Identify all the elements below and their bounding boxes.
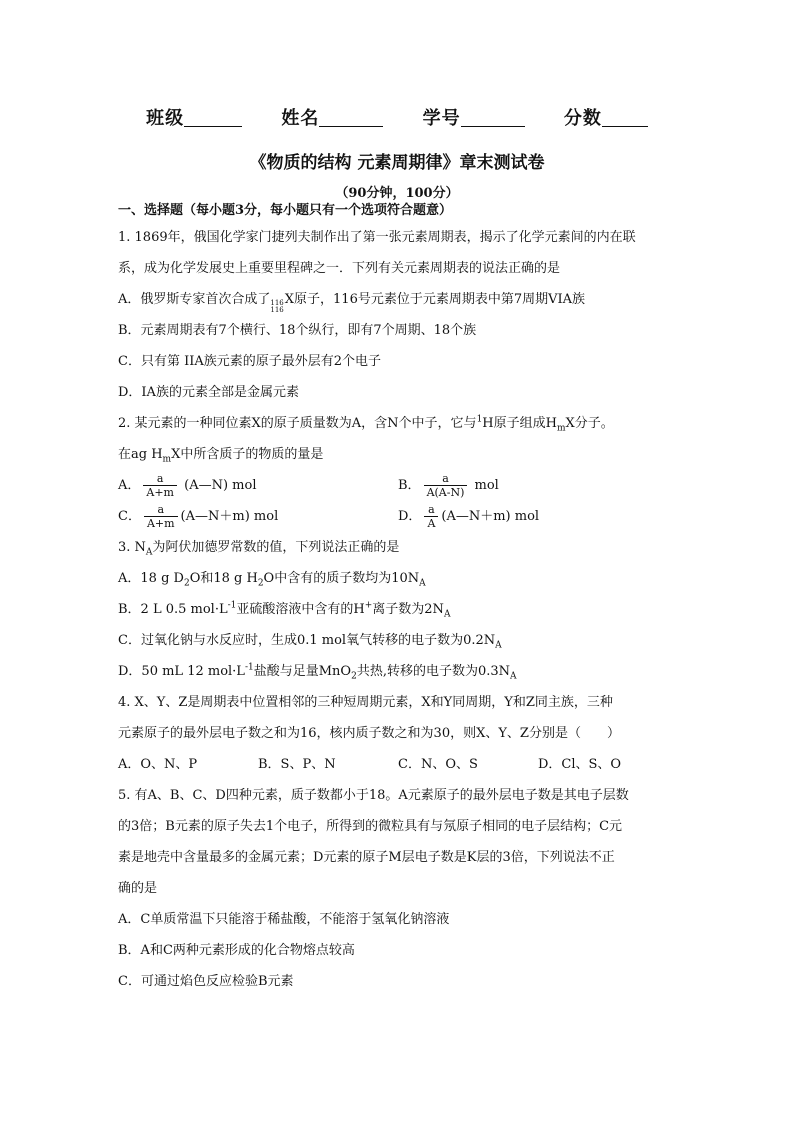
class-field: 班级 <box>146 104 242 130</box>
q1-option-c: C．只有第 IIA族元素的原子最外层有2个电子 <box>118 354 382 369</box>
q2-stem-line2: 在ag $H_mX$中所含质子的物质的量是 <box>118 447 324 465</box>
score-field: 分数 <box>564 104 648 130</box>
student-id-field: 学号 <box>423 104 525 130</box>
question-5 <box>118 780 678 997</box>
q5-option-c: C．可通过焰色反应检验B元素 <box>118 974 294 989</box>
name-field: 姓名 <box>281 104 383 130</box>
q4-option-a: A．O、N、P <box>118 757 198 772</box>
q3-option-d: D．50 mL 12 $mol\cdot L^{-1}$盐酸与足量MnO$_2$共热,转移的电子数为$0.3N_A$ <box>118 662 517 682</box>
score-blank[interactable] <box>602 108 648 127</box>
q4-stem-line2: 元素原子的最外层电子数之和为16，核内质子数之和为30，则X、Y、Z分别是（ ） <box>118 726 620 741</box>
name-blank[interactable] <box>319 108 383 127</box>
question-1 <box>118 222 678 408</box>
fraction: $\frac{a}{A+m}$ <box>143 472 177 499</box>
student-info-header <box>0 104 794 130</box>
fraction: $\frac{a}{A}$ <box>424 503 438 530</box>
q1-option-b: B．元素周期表有7个横行、18个纵行，即有7个周期、18个族 <box>118 323 477 338</box>
question-4 <box>118 687 678 780</box>
q5-stem-line4: 确的是 <box>118 881 158 896</box>
exam-title: 《物质的结构 元素周期律》章末测试卷 <box>249 153 545 173</box>
nuclide-notation: 116 116 <box>270 299 284 314</box>
q5-option-a: A．C单质常温下只能溶于稀盐酸，不能溶于氢氧化钠溶液 <box>118 912 450 927</box>
fraction: $\frac{a}{A(A-N)}$ <box>424 472 468 499</box>
section-heading-choice: 一、选择题（每小题3分，每小题只有一个选项符合题意） <box>118 203 453 218</box>
exam-content <box>118 200 678 997</box>
q5-stem-line3: 素是地壳中含量最多的金属元素；D元素的原子M层电子数是K层的3倍，下列说法不正 <box>118 850 615 865</box>
q4-options <box>118 749 678 780</box>
exam-subtitle: （90分钟，100分） <box>335 186 459 201</box>
q2-option-b: B． $\frac{a}{A(A-N)}$ mol <box>398 472 499 499</box>
q2-stem-line1: 2. 某元素的一种同位素X的原子质量数为A，含N个中子，它与$^1$H原子组成$H_mX$分子。 <box>118 414 614 434</box>
q2-option-d: D． $\frac{a}{A}$ (A—N＋m) mol <box>398 503 540 530</box>
class-blank[interactable] <box>184 108 242 127</box>
q5-stem-line2: 的3倍；B元素的原子失去1个电子，所得到的微粒具有与氖原子相同的电子层结构；C元 <box>118 819 623 834</box>
question-3 <box>118 532 678 687</box>
q4-option-b: B．S、P、N <box>258 757 336 772</box>
q3-stem: 3. $N_A$为阿伏加德罗常数的值，下列说法正确的是 <box>118 540 400 558</box>
student-id-blank[interactable] <box>461 108 525 127</box>
q1-stem-line1: 1. 1869年，俄国化学家门捷列夫制作出了第一张元素周期表，揭示了化学元素间的内在联 <box>118 230 636 245</box>
q4-option-c: C．N、O、S <box>398 757 478 772</box>
q1-option-d: D．IA族的元素全部是金属元素 <box>118 385 299 400</box>
q5-option-b: B．A和C两种元素形成的化合物熔点较高 <box>118 943 355 958</box>
question-2 <box>118 408 678 532</box>
q3-option-b: B．2 L 0.5 $mol\cdot L^{-1}$亚硫酸溶液中含有的H+离子数为$2N_A$ <box>118 600 451 620</box>
q2-options-row1 <box>118 470 678 501</box>
q2-option-a: A． $\frac{a}{A+m}$ (A—N) mol <box>118 472 257 499</box>
q3-option-c: C．过氧化钠与水反应时，生成0.1 mol氧气转移的电子数为$0.2N_A$ <box>118 633 502 651</box>
q2-options-row2 <box>118 501 678 532</box>
q4-option-d: D．Cl、S、O <box>538 757 622 772</box>
q2-option-c: C． $\frac{a}{A+m}$ (A—N＋m) mol <box>118 503 279 530</box>
q3-option-a: A．18 g $D_2O$和18 g $H_2O$中含有的质子数均为$10N_A$ <box>118 571 426 589</box>
q4-stem-line1: 4. X、Y、Z是周期表中位置相邻的三种短周期元素，X和Y同周期，Y和Z同主族，三种 <box>118 695 613 710</box>
q1-stem-line2: 系，成为化学发展史上重要里程碑之一．下列有关元素周期表的说法正确的是 <box>118 261 561 276</box>
fraction: $\frac{a}{A+m}$ <box>144 503 178 530</box>
q5-stem-line1: 5. 有A、B、C、D四种元素，质子数都小于18。A元素原子的最外层电子数是其电子层数 <box>118 788 629 803</box>
q1-option-a: A．俄罗斯专家首次合成了 116 116 X原子，116号元素位于元素周期表中第7周期VIA族 <box>118 292 586 314</box>
